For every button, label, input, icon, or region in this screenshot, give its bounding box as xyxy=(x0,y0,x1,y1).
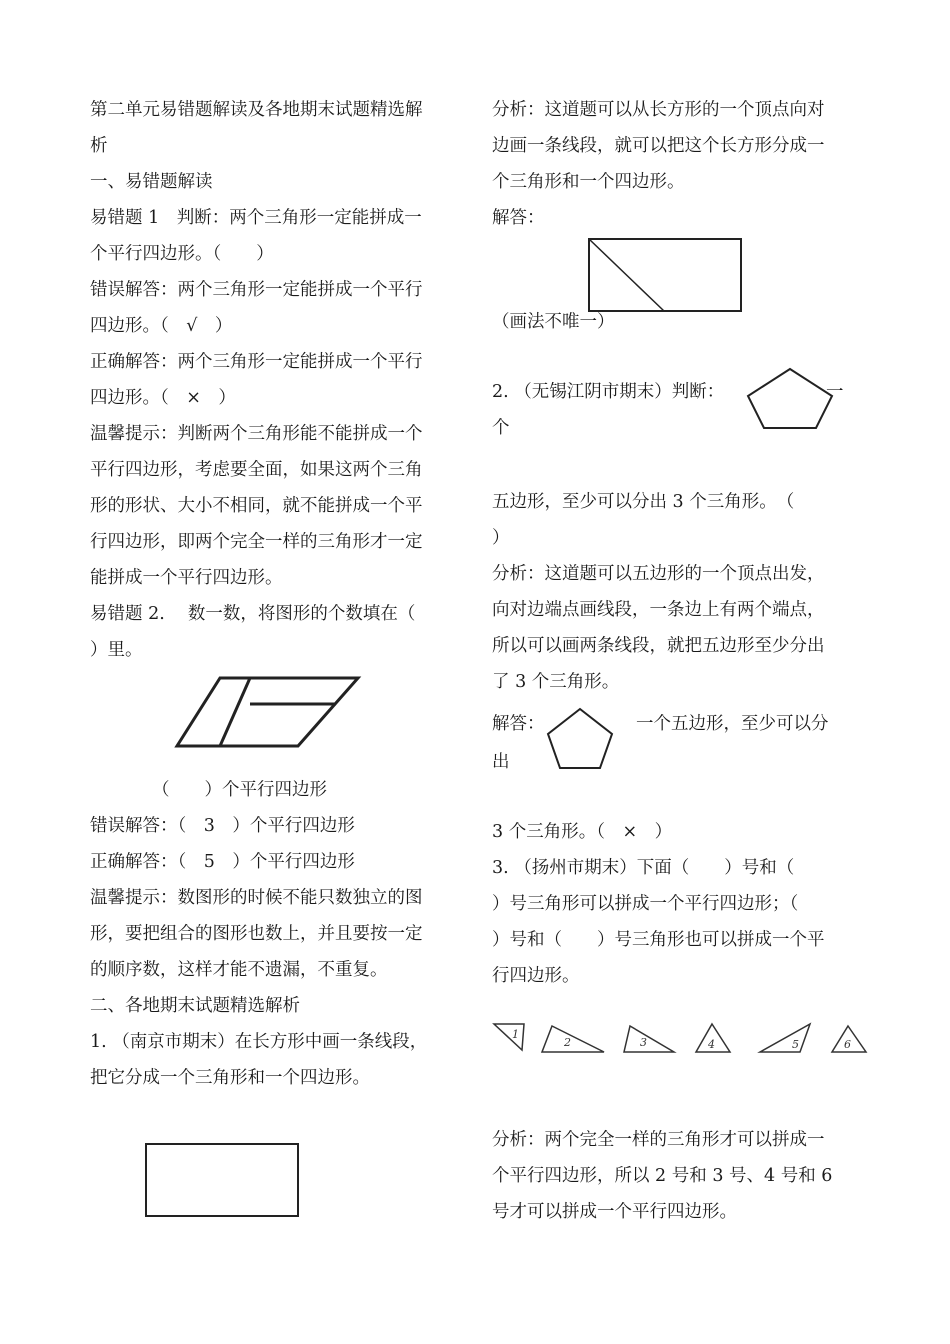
text-line: 个平行四边形。（ ） xyxy=(90,244,274,264)
svg-text:6: 6 xyxy=(844,1038,851,1051)
text-line: ）号和（ ）号三角形也可以拼成一个平 xyxy=(492,930,825,950)
text-line: 号才可以拼成一个平行四边形。 xyxy=(492,1202,737,1222)
triangle-6 xyxy=(832,1026,866,1052)
text-line: 所以可以画两条线段，就把五边形至少分出 xyxy=(492,636,825,656)
rectangle-figure xyxy=(145,1143,301,1219)
section-heading-2: 二、各地期末试题精选解析 xyxy=(90,996,300,1016)
text-line: 五边形，至少可以分出 3 个三角形。 （ xyxy=(492,492,795,512)
pentagon-figure-answer xyxy=(544,706,616,772)
text-line: 一个五边形，至少可以分 xyxy=(636,714,829,734)
text-line: 形的形状、大小不相同，就不能拼成一个平 xyxy=(90,496,423,516)
doc-title: 第二单元易错题解读及各地期末试题精选解 xyxy=(90,100,423,120)
text-line: ） xyxy=(492,528,510,548)
triangle-3 xyxy=(624,1026,674,1052)
diagonal-segment xyxy=(589,239,664,311)
doc-title-cont: 析 xyxy=(90,136,108,156)
text-line: 出 xyxy=(492,752,510,772)
text-line: 2. （无锡江阴市期末）判断： xyxy=(492,382,725,402)
text-line: ）里。 xyxy=(90,640,143,660)
svg-text:1: 1 xyxy=(512,1028,519,1041)
text-line: 四边形。（ × ） xyxy=(90,388,236,408)
answer-label: 解答： xyxy=(492,714,545,734)
text-line: 正确解答：（ 5 ）个平行四边形 xyxy=(90,852,355,872)
text-line: 1. （南京市期末）在长方形中画一条线段， xyxy=(90,1032,428,1052)
section-heading-1: 一、易错题解读 xyxy=(90,172,213,192)
triangle-1 xyxy=(494,1024,524,1050)
text-line: 分析：两个完全一样的三角形才可以拼成一 xyxy=(492,1130,825,1150)
text-line: 平行四边形，考虑要全面，如果这两个三角 xyxy=(90,460,423,480)
text-line: 个三角形和一个四边形。 xyxy=(492,172,685,192)
text-line: 温馨提示：判断两个三角形能不能拼成一个 xyxy=(90,424,423,444)
triangle-5 xyxy=(760,1024,810,1052)
text-line: 分析：这道题可以从长方形的一个顶点向对 xyxy=(492,100,825,120)
text-line: 错误解答：（ 3 ）个平行四边形 xyxy=(90,816,355,836)
text-line: 向对边端点画线段，一条边上有两个端点， xyxy=(492,600,825,620)
svg-text:4: 4 xyxy=(708,1038,715,1051)
text-line: 温馨提示：数图形的时候不能只数独立的图 xyxy=(90,888,423,908)
q2-analysis xyxy=(492,484,862,700)
text-line: 分析：这道题可以五边形的一个顶点出发， xyxy=(492,564,825,584)
text-line: 正确解答：两个三角形一定能拼成一个平行 xyxy=(90,352,423,372)
text-line: 能拼成一个平行四边形。 xyxy=(90,568,283,588)
right-column xyxy=(492,92,862,236)
text-line: （ ）个平行四边形 xyxy=(152,780,327,800)
divided-rectangle-figure xyxy=(588,238,744,314)
svg-text:2: 2 xyxy=(564,1036,571,1049)
text-line: 行四边形。 xyxy=(492,966,580,986)
svg-text:3: 3 xyxy=(640,1036,647,1049)
text-line: 个平行四边形，所以 2 号和 3 号、4 号和 6 xyxy=(492,1166,833,1186)
text-line: 形，要把组合的图形也数上，并且要按一定 xyxy=(90,924,423,944)
text-line: 错误解答：两个三角形一定能拼成一个平行 xyxy=(90,280,423,300)
parallelogram-figure xyxy=(90,668,460,772)
triangle-4 xyxy=(696,1024,730,1052)
text-line: 一 xyxy=(826,382,844,402)
text-line: 把它分成一个三角形和一个四边形。 xyxy=(90,1068,370,1088)
text-line: 了 3 个三角形。 xyxy=(492,672,620,692)
text-line: 个 xyxy=(492,418,510,438)
triangles-figure xyxy=(492,1018,872,1062)
note-text: （画法不唯一） xyxy=(492,312,615,332)
text-line: 解答： xyxy=(492,208,545,228)
text-line: 易错题 1 判断：两个三角形一定能拼成一 xyxy=(90,208,422,228)
left-column xyxy=(90,92,460,1096)
text-line: 3. （扬州市期末）下面（ ）号和（ xyxy=(492,858,795,878)
text-line: 四边形。（ √ ） xyxy=(90,316,233,336)
svg-text:5: 5 xyxy=(792,1038,799,1051)
text-line: 边画一条线段，就可以把这个长方形分成一 xyxy=(492,136,825,156)
text-line: 易错题 2. 数一数，将图形的个数填在（ xyxy=(90,604,416,624)
pentagon-figure-question xyxy=(744,366,836,432)
text-line: 的顺序数，这样才能不遗漏，不重复。 xyxy=(90,960,388,980)
text-line: 行四边形，即两个完全一样的三角形才一定 xyxy=(90,532,423,552)
q3-analysis xyxy=(492,1122,862,1230)
triangle-2 xyxy=(542,1026,604,1052)
text-line: 3 个三角形。（ × ） xyxy=(492,822,673,842)
text-line: ）号三角形可以拼成一个平行四边形；（ xyxy=(492,894,799,914)
q3-block xyxy=(492,814,862,994)
parallelogram-outline xyxy=(177,678,358,746)
vertical-divider-line xyxy=(220,678,250,746)
